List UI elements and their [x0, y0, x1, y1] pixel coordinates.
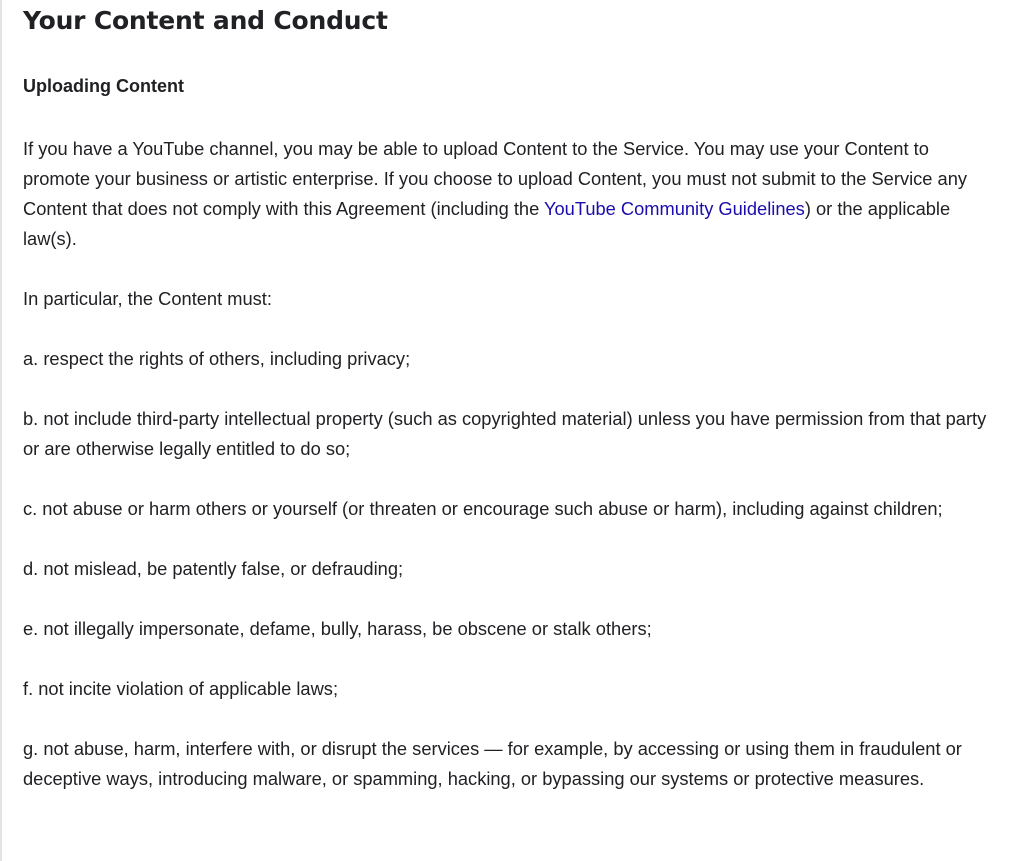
- left-border-rule: [0, 0, 2, 861]
- list-item-b: b. not include third-party intellectual property (such as copyrighted material) unless you have permission from that party or are otherwise legally entitled to do so;: [23, 408, 987, 459]
- list-item-f: f. not incite violation of applicable laws;: [23, 678, 339, 699]
- intro-paragraph: [23, 134, 988, 254]
- community-guidelines-link[interactable]: YouTube Community Guidelines: [543, 198, 805, 219]
- intro-text-before-link: If you have a YouTube channel, you may be able to upload Content to the Service. You may use your Content to promote your business or artistic enterprise. If you choose to upload Content, you must not submit to the Service any Content that does not comply with this Agreement (including the: [23, 138, 968, 219]
- intro-text-after-link: ) or the applicable law(s).: [23, 198, 951, 249]
- page-title: Your Content and Conduct: [23, 6, 388, 35]
- list-item-c: c. not abuse or harm others or yourself (or threaten or encourage such abuse or harm), including against children;: [23, 498, 943, 519]
- list-item-e: e. not illegally impersonate, defame, bully, harass, be obscene or stalk others;: [23, 618, 652, 639]
- section-heading-uploading-content: Uploading Content: [23, 76, 184, 96]
- lead-in-paragraph: In particular, the Content must:: [23, 288, 272, 309]
- terms-content: [23, 0, 988, 794]
- list-item-g: g. not abuse, harm, interfere with, or disrupt the services — for example, by accessing or using them in fraudulent or deceptive ways, introducing malware, or spamming, hacking, or bypassing our systems or protective measures.: [23, 738, 962, 789]
- list-item-a: a. respect the rights of others, including privacy;: [23, 348, 411, 369]
- list-item-d: d. not mislead, be patently false, or defrauding;: [23, 558, 404, 579]
